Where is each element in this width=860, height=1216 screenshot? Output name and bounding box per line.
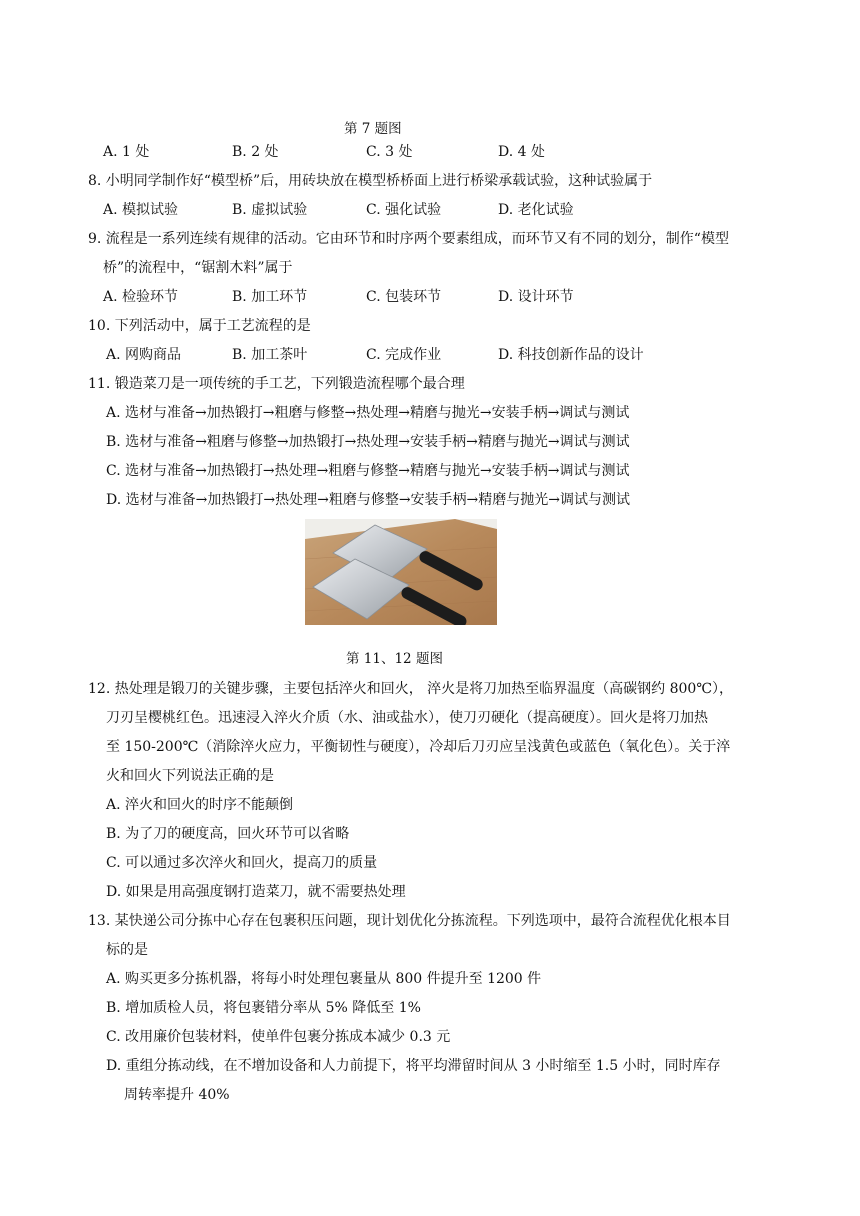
q13-option-c: C. 改用廉价包装材料，使单件包裹分拣成本减少 0.3 元 <box>106 1029 451 1045</box>
q7-option-b: B. 2 处 <box>232 144 279 160</box>
q7-option-a: A. 1 处 <box>103 144 150 160</box>
q12-option-b: B. 为了刀的硬度高，回火环节可以省略 <box>106 826 350 842</box>
q9-option-d: D. 设计环节 <box>498 289 574 305</box>
q9-stem-line-1: 9. 流程是一系列连续有规律的活动。它由环节和时序两个要素组成，而环节又有不同的划分，制作“模型 <box>88 231 729 247</box>
q13-option-a: A. 购买更多分拣机器，将每小时处理包裹量从 800 件提升至 1200 件 <box>106 971 542 987</box>
q7-option-d: D. 4 处 <box>498 144 545 160</box>
cleaver-knives-illustration <box>305 519 497 625</box>
figure-11-12-caption: 第 11、12 题图 <box>346 651 443 667</box>
q12-stem-line-3: 至 150-200℃（消除淬火应力，平衡韧性与硬度），冷却后刀刃应呈浅黄色或蓝色（氧化色）。关于淬 <box>106 739 731 755</box>
q11-option-a: A. 选材与准备→加热锻打→粗磨与修整→热处理→精磨与抛光→安装手柄→调试与测试 <box>106 405 630 421</box>
q8-option-a: A. 模拟试验 <box>103 202 179 218</box>
q11-option-d: D. 选材与准备→加热锻打→热处理→粗磨与修整→安装手柄→精磨与抛光→调试与测试 <box>106 492 631 508</box>
q11-option-c: C. 选材与准备→加热锻打→热处理→粗磨与修整→精磨与抛光→安装手柄→调试与测试 <box>106 463 630 479</box>
q8-option-b: B. 虚拟试验 <box>232 202 308 218</box>
q10-option-a: A. 网购商品 <box>106 347 182 363</box>
q11-option-b: B. 选材与准备→粗磨与修整→加热锻打→热处理→安装手柄→精磨与抛光→调试与测试 <box>106 434 630 450</box>
q12-option-a: A. 淬火和回火的时序不能颠倒 <box>106 797 294 813</box>
figure-7-caption: 第 7 题图 <box>344 121 402 137</box>
q12-option-d: D. 如果是用高强度钢打造菜刀，就不需要热处理 <box>106 884 406 900</box>
q9-option-c: C. 包装环节 <box>366 289 442 305</box>
q13-stem-line-1: 13. 某快递公司分拣中心存在包裹积压问题，现计划优化分拣流程。下列选项中，最符合流程优化根本目 <box>88 913 731 929</box>
q9-option-a: A. 检验环节 <box>103 289 179 305</box>
cleaver-knives-photo <box>305 519 497 625</box>
q10-option-b: B. 加工茶叶 <box>232 347 308 363</box>
q13-option-d-line-2: 周转率提升 40% <box>124 1087 230 1103</box>
q8-option-d: D. 老化试验 <box>498 202 574 218</box>
q8-option-c: C. 强化试验 <box>366 202 442 218</box>
q13-option-b: B. 增加质检人员，将包裹错分率从 5% 降低至 1% <box>106 1000 421 1016</box>
q9-stem-line-2: 桥”的流程中，“锯割木料”属于 <box>103 260 293 276</box>
q12-stem-line-4: 火和回火下列说法正确的是 <box>106 768 274 784</box>
q10-stem: 10. 下列活动中，属于工艺流程的是 <box>88 318 311 334</box>
q12-stem-line-2: 刀刃呈樱桃红色。迅速浸入淬火介质（水、油或盐水），使刀刃硬化（提高硬度）。回火是将刀加热 <box>106 710 708 726</box>
q13-stem-line-2: 标的是 <box>106 942 148 958</box>
q10-option-d: D. 科技创新作品的设计 <box>498 347 644 363</box>
q10-option-c: C. 完成作业 <box>366 347 442 363</box>
q13-option-d-line-1: D. 重组分拣动线，在不增加设备和人力前提下，将平均滞留时间从 3 小时缩至 1.5 小时，同时库存 <box>106 1058 721 1074</box>
q8-stem: 8. 小明同学制作好“模型桥”后，用砖块放在模型桥桥面上进行桥梁承载试验，这种试验属于 <box>88 173 653 189</box>
q12-stem-line-1: 12. 热处理是锻刀的关键步骤，主要包括淬火和回火， 淬火是将刀加热至临界温度（高碳钢约 800℃）， <box>88 681 733 697</box>
q7-option-c: C. 3 处 <box>366 144 413 160</box>
q9-option-b: B. 加工环节 <box>232 289 308 305</box>
q12-option-c: C. 可以通过多次淬火和回火，提高刀的质量 <box>106 855 378 871</box>
q11-stem: 11. 锻造菜刀是一项传统的手工艺，下列锻造流程哪个最合理 <box>88 376 465 392</box>
